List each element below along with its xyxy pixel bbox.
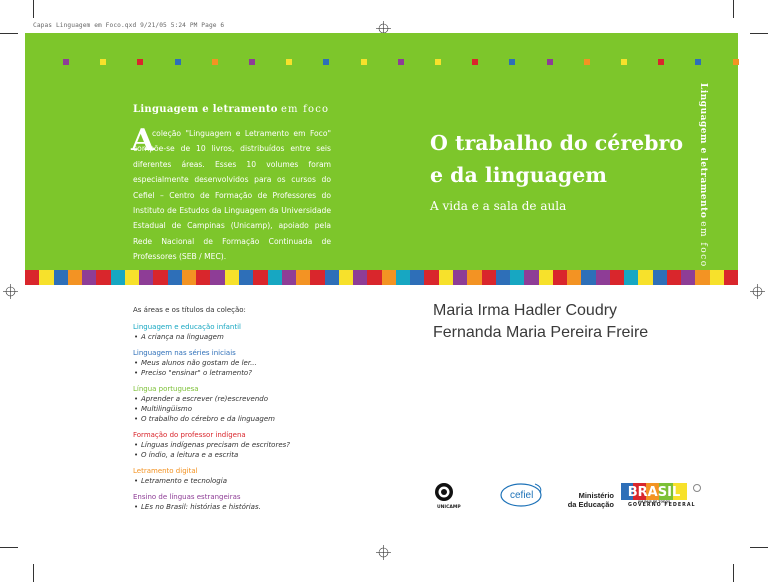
band-segment xyxy=(539,270,553,285)
slug-line: Capas Linguagem em Foco.qxd 9/21/05 5:24 PM Page 6 xyxy=(33,22,225,29)
band-segment xyxy=(581,270,595,285)
band-segment xyxy=(653,270,667,285)
color-square xyxy=(100,59,106,65)
registration-mark-icon xyxy=(750,284,765,299)
band-segment xyxy=(210,270,224,285)
collection-area xyxy=(133,466,290,486)
band-segment xyxy=(553,270,567,285)
collection-areas xyxy=(133,322,290,512)
band-segment xyxy=(125,270,139,285)
color-square xyxy=(212,59,218,65)
book-title-item: • Multilingüismo xyxy=(133,404,290,414)
area-name: Linguagem e educação infantil xyxy=(133,323,241,331)
color-square xyxy=(584,59,590,65)
band-segment xyxy=(667,270,681,285)
collection-area xyxy=(133,348,290,378)
book-title-item: • LEs no Brasil: histórias e histórias. xyxy=(133,502,290,512)
drop-cap: A xyxy=(131,123,155,158)
band-segment xyxy=(310,270,324,285)
mec-line-2: da Educação xyxy=(567,500,614,509)
book-subtitle: A vida e a sala de aula xyxy=(430,199,567,213)
mec-line-1: Ministério xyxy=(578,491,614,500)
band-segment xyxy=(353,270,367,285)
color-square xyxy=(323,59,329,65)
band-segment xyxy=(382,270,396,285)
band-segment xyxy=(695,270,709,285)
band-segment xyxy=(182,270,196,285)
registration-mark-icon xyxy=(3,284,18,299)
crop-mark xyxy=(750,33,768,34)
band-segment xyxy=(410,270,424,285)
band-segment xyxy=(496,270,510,285)
spine-title-bold: Linguagem e letramento xyxy=(698,83,708,219)
band-segment xyxy=(467,270,481,285)
band-segment xyxy=(296,270,310,285)
area-name: Formação do professor indígena xyxy=(133,431,246,439)
book-title-item: • Letramento e tecnologia xyxy=(133,476,290,486)
author-1: Maria Irma Hadler Coudry xyxy=(433,302,618,319)
color-square xyxy=(547,59,553,65)
band-segment xyxy=(638,270,652,285)
crop-mark xyxy=(0,547,18,548)
band-segment xyxy=(439,270,453,285)
collection-heading: As áreas e os títulos da coleção: xyxy=(133,306,246,314)
collection-intro-text: coleção "Linguagem e Letramento em Foco" compõe-se de 10 livros, distribuídos entre seis diferentes áreas. Esses 10 volumes foram especialmente desenvolvidos para os cursos do Cefiel – Centro de Formação de Professores do Instituto de Estudos da Linguagem da Universidade Estadual de Campinas (Unicamp), apoiado pela Rede Nacional de Formação Continuada de Professores (SEB / MEC). xyxy=(133,129,331,262)
crop-mark xyxy=(750,547,768,548)
book-title-item: • Aprender a escrever (re)escrevendo xyxy=(133,394,290,404)
area-name: Ensino de línguas estrangeiras xyxy=(133,493,241,501)
book-title xyxy=(430,127,690,191)
band-segment xyxy=(68,270,82,285)
band-segment xyxy=(39,270,53,285)
book-title-item: • Línguas indígenas precisam de escritores? xyxy=(133,440,290,450)
svg-text:UM PAÍS DE TODOS: UM PAÍS DE TODOS xyxy=(637,499,671,504)
book-title-line-1: O trabalho do cérebro xyxy=(430,131,683,155)
band-segment xyxy=(596,270,610,285)
band-segment xyxy=(482,270,496,285)
band-segment xyxy=(681,270,695,285)
unicamp-label: UNICAMP xyxy=(437,505,461,510)
svg-text:BRASIL: BRASIL xyxy=(627,485,681,500)
band-segment xyxy=(268,270,282,285)
crop-mark xyxy=(33,0,34,18)
color-square xyxy=(509,59,515,65)
collection-area xyxy=(133,492,290,512)
collection-area xyxy=(133,322,290,342)
book-title-item: • A criança na linguagem xyxy=(133,332,290,342)
color-square xyxy=(733,59,739,65)
band-segment xyxy=(710,270,724,285)
band-segment xyxy=(239,270,253,285)
author-2: Fernanda Maria Pereira Freire xyxy=(433,324,649,341)
governo-federal-label: GOVERNO FEDERAL xyxy=(628,503,696,508)
band-segment xyxy=(610,270,624,285)
color-square xyxy=(398,59,404,65)
color-square xyxy=(435,59,441,65)
color-square xyxy=(621,59,627,65)
band-segment xyxy=(524,270,538,285)
authors xyxy=(433,300,648,344)
band-segment xyxy=(253,270,267,285)
band-segment xyxy=(196,270,210,285)
cefiel-label: cefiel xyxy=(510,490,534,501)
crop-mark xyxy=(733,0,734,18)
color-square xyxy=(472,59,478,65)
color-square xyxy=(249,59,255,65)
crop-mark xyxy=(0,33,18,34)
unicamp-logo-icon xyxy=(434,482,454,502)
band-segment xyxy=(510,270,524,285)
series-title-light: em foco xyxy=(280,104,330,115)
registration-mark-icon xyxy=(376,545,391,560)
seal-icon xyxy=(693,484,701,492)
area-name: Letramento digital xyxy=(133,467,198,475)
band-segment xyxy=(111,270,125,285)
band-segment xyxy=(424,270,438,285)
band-segment xyxy=(168,270,182,285)
mec-logo xyxy=(566,491,614,509)
band-segment xyxy=(724,270,738,285)
collection-area xyxy=(133,430,290,460)
book-title-item: • O trabalho do cérebro e da linguagem xyxy=(133,414,290,424)
band-segment xyxy=(567,270,581,285)
collection-area xyxy=(133,384,290,424)
spine-title-light: em foco xyxy=(698,221,708,268)
color-square xyxy=(658,59,664,65)
band-segment xyxy=(82,270,96,285)
collection-list xyxy=(133,305,290,512)
band-segment xyxy=(96,270,110,285)
color-square xyxy=(286,59,292,65)
multicolor-band xyxy=(25,270,738,285)
area-name: Linguagem nas séries iniciais xyxy=(133,349,236,357)
area-name: Língua portuguesa xyxy=(133,385,199,393)
color-square xyxy=(63,59,69,65)
band-segment xyxy=(624,270,638,285)
book-title-item: • Preciso "ensinar" o letramento? xyxy=(133,368,290,378)
series-title-bold: Linguagem e letramento xyxy=(133,104,278,115)
band-segment xyxy=(54,270,68,285)
series-title xyxy=(133,104,329,115)
crop-mark xyxy=(33,564,34,582)
book-title-item: • Meus alunos não gostam de ler... xyxy=(133,358,290,368)
band-segment xyxy=(453,270,467,285)
band-segment xyxy=(25,270,39,285)
color-square xyxy=(175,59,181,65)
band-segment xyxy=(396,270,410,285)
collection-intro xyxy=(131,123,331,265)
color-square xyxy=(361,59,367,65)
book-title-item: • O índio, a leitura e a escrita xyxy=(133,450,290,460)
crop-mark xyxy=(733,564,734,582)
band-segment xyxy=(225,270,239,285)
book-title-line-2: e da linguagem xyxy=(430,163,608,187)
spine-title xyxy=(690,83,708,268)
band-segment xyxy=(339,270,353,285)
band-segment xyxy=(282,270,296,285)
band-segment xyxy=(367,270,381,285)
color-square xyxy=(137,59,143,65)
band-segment xyxy=(139,270,153,285)
band-segment xyxy=(153,270,167,285)
band-segment xyxy=(325,270,339,285)
color-square xyxy=(695,59,701,65)
